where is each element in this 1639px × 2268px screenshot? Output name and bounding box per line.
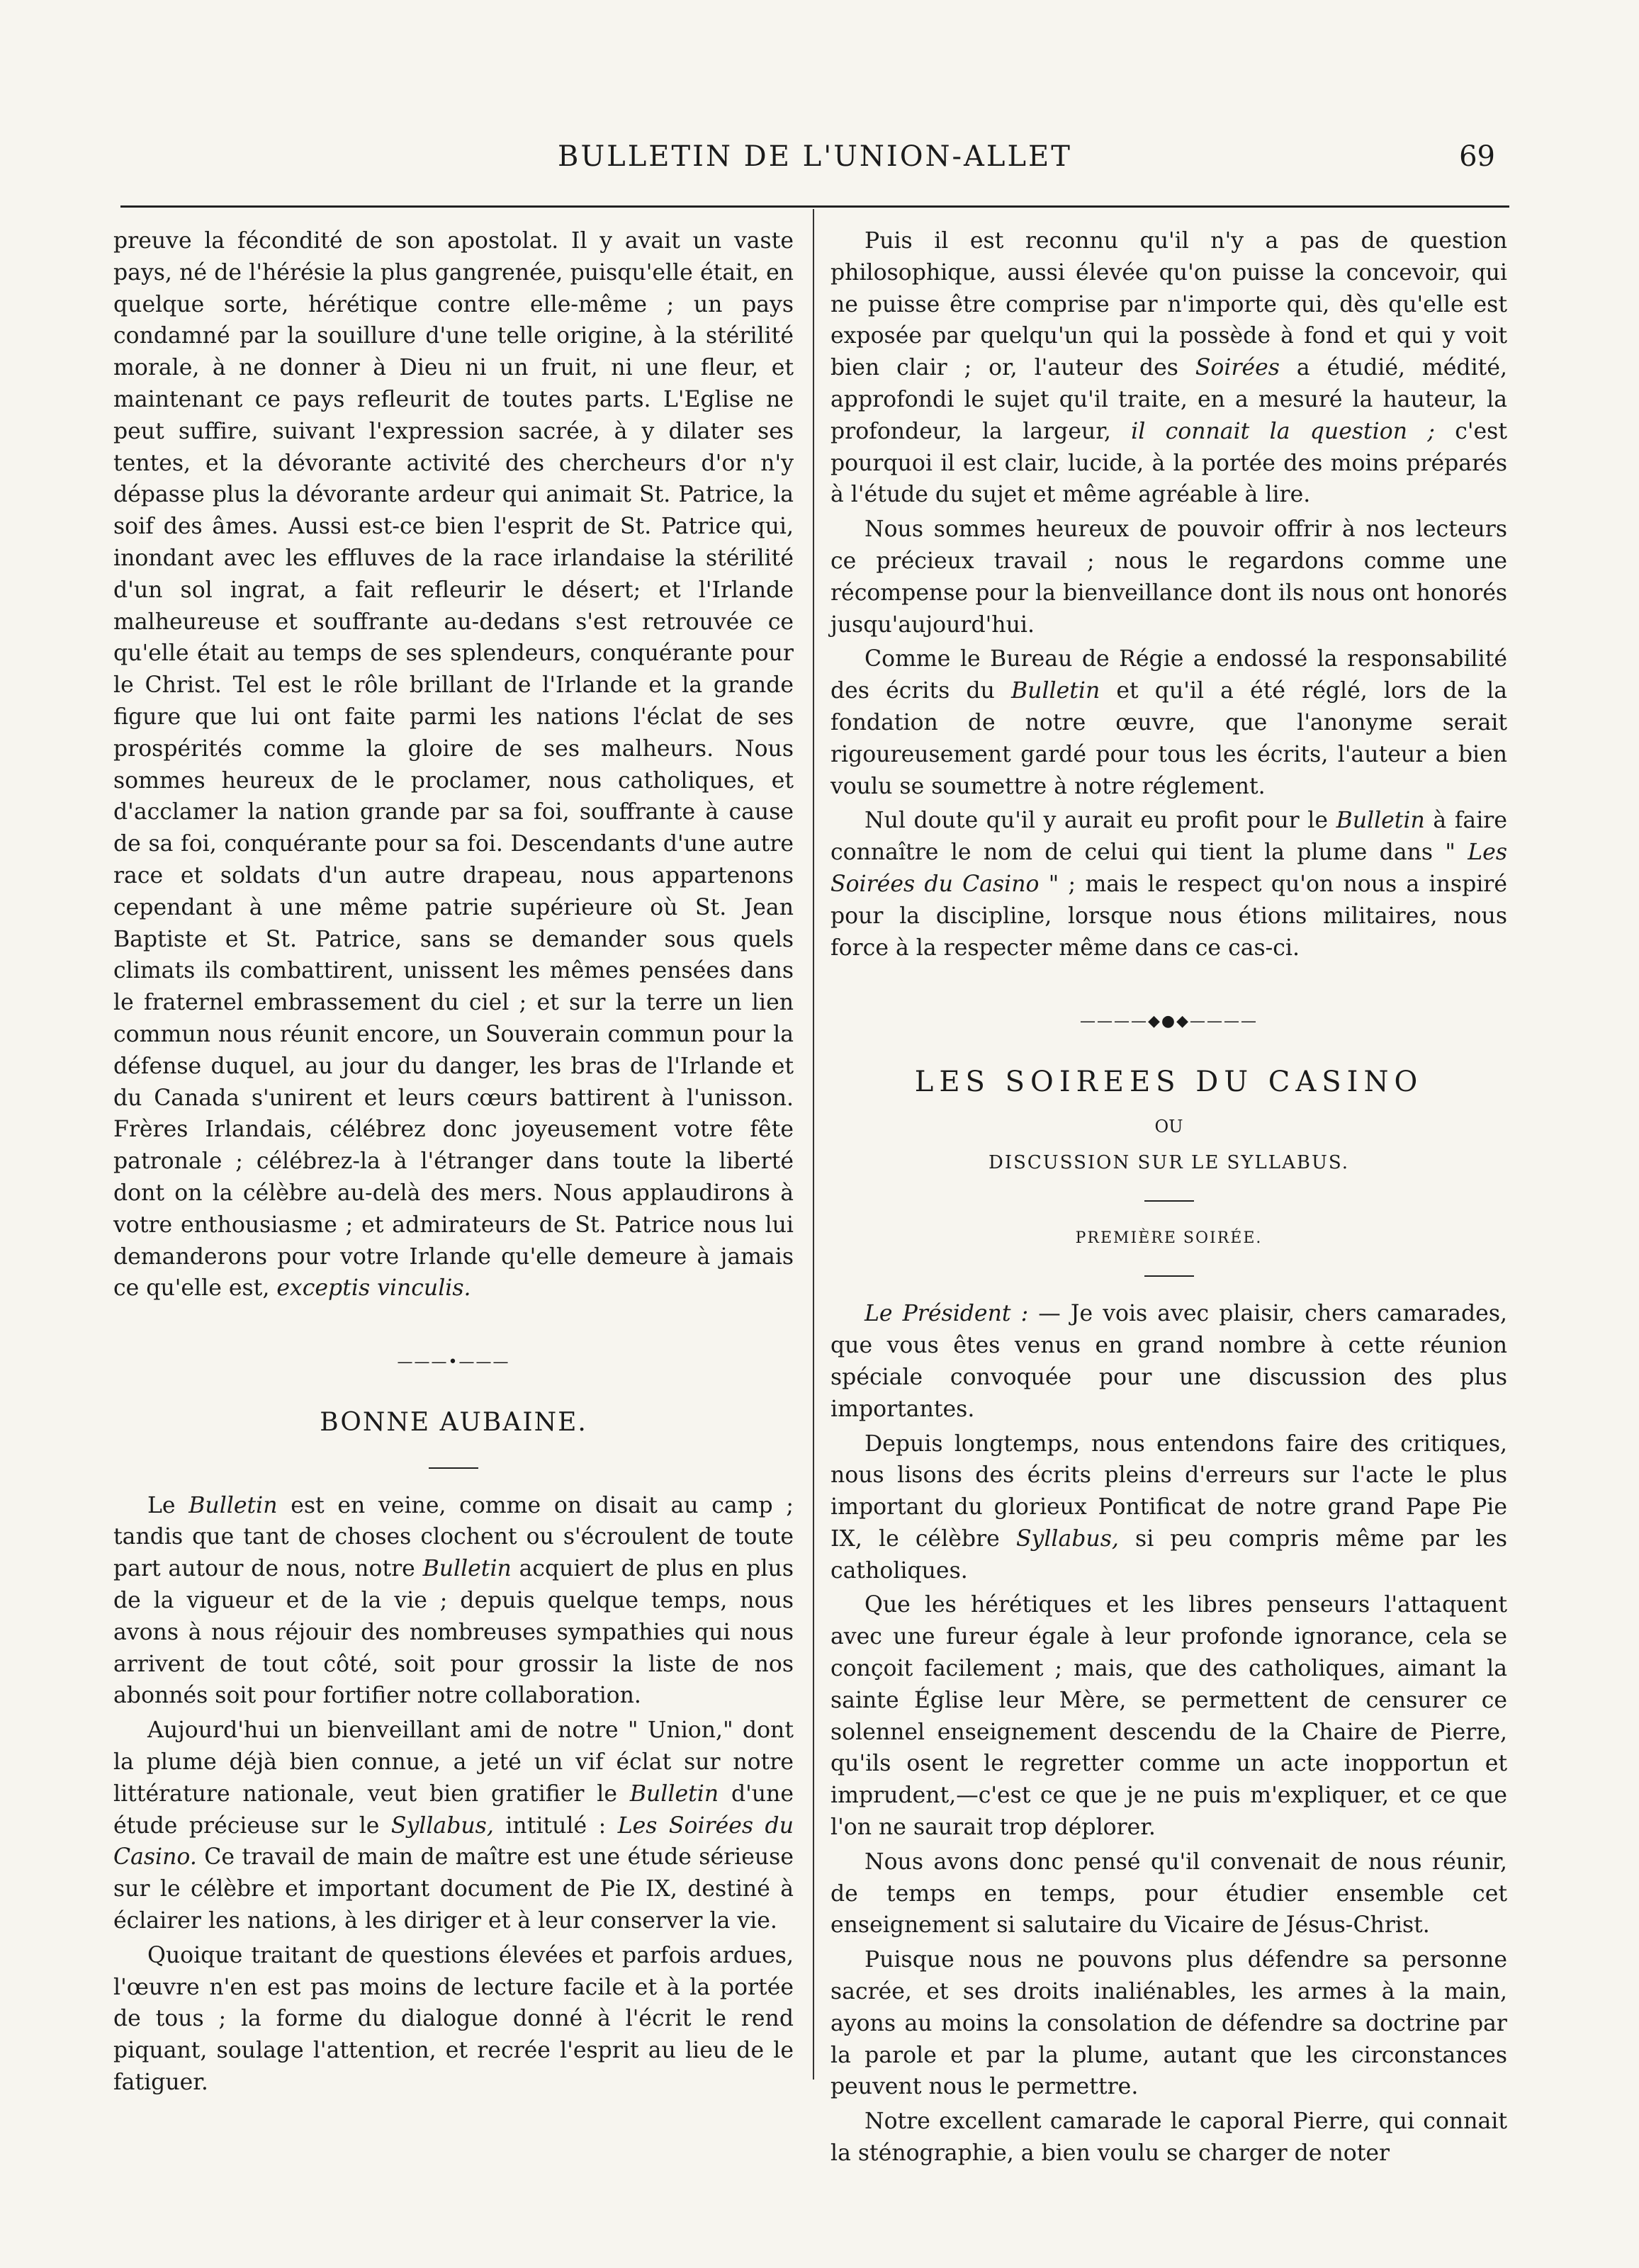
section-title-bonne-aubaine: BONNE AUBAINE. — [320, 1407, 587, 1437]
chapter-heading: PREMIÈRE SOIRÉE. — [1075, 1229, 1263, 1247]
paragraph: Puisque nous ne pouvons plus défendre sa personne sacrée, et ses droits inaliénables, les armes à la main, ayons au moins la consolation de défendre sa doctrine par la parole et par la plume, autant que les circonstances peuvent nous le permettre. — [830, 1947, 1507, 2100]
left-column — [113, 225, 794, 2099]
paragraph: Notre excellent camarade le caporal Pierre, qui connait la sténographie, a bien voulu se charger de noter — [830, 2109, 1507, 2167]
section-title-soirees-du-casino: LES SOIREES DU CASINO — [914, 1066, 1424, 1099]
paragraph: Le Bulletin est en veine, comme on disait au camp ; tandis que tant de choses clochent ou s'écroulent de toute part autour de nous, notre Bulletin acquiert de plus en plus de la vigueur et de la vie ; depuis quelque temps, nous avons à nous réjouir des nombreuses sympathies qui nous arrivent de tout côté, soit pour grossir la liste de nos abonnés soit pour fortifier notre collaboration. — [113, 1492, 794, 1709]
page-header — [120, 135, 1509, 184]
section-ornament: ————◆●◆———— — [1079, 1012, 1258, 1031]
section-subtitle: DISCUSSION SUR LE SYLLABUS. — [988, 1151, 1350, 1173]
paragraph: Nul doute qu'il y aurait eu profit pour le Bulletin à faire connaître le nom de celui qui tient la plume dans " Les Soirées du Casino " ; mais le respect qu'on nous a inspiré pour la discipline, lorsque nous étions militaires, nous force à la respecter même dans ce cas-ci. — [830, 808, 1508, 961]
paragraph: Que les hérétiques et les libres penseurs l'attaquent avec une fureur égale à leur profonde ignorance, cela se conçoit facilement ; mais, que des catholiques, aimant la sainte Église leur Mère, se permettent de censurer ce solennel enseignement descendu de la Chaire de Pierre, qu'ils osent le regretter comme un acte inopportun et imprudent,—c'est ce que je ne puis m'expliquer, et ce que l'on ne saurait trop déplorer. — [830, 1592, 1507, 1841]
short-rule — [1144, 1275, 1194, 1277]
header-rule — [120, 205, 1509, 208]
section-ornament: ———•——— — [397, 1353, 510, 1372]
column-divider — [813, 209, 814, 2080]
paragraph: Quoique traitant de questions élevées et parfois ardues, l'œuvre n'en est pas moins de lecture facile et à la portée de tous ; la forme du dialogue donné à l'écrit le rend piquant, soulage l'attention, et recrée l'esprit au lieu de le fatiguer. — [113, 1942, 794, 2096]
paragraph: Comme le Bureau de Régie a endossé la responsabilité des écrits du Bulletin et qu'il a été réglé, lors de la fondation de notre œuvre, que l'anonyme serait rigoureusement gardé pour tous les écrits, l'auteur a bien voulu se soumettre à notre réglement. — [830, 646, 1507, 799]
right-column — [830, 225, 1507, 2170]
paragraph: Nous avons donc pensé qu'il convenait de nous réunir, de temps en temps, pour étudier ensemble cet enseignement si salutaire du Vicaire de Jésus-Christ. — [830, 1849, 1507, 1939]
running-title: BULLETIN DE L'UNION-ALLET — [558, 140, 1072, 173]
paragraph: Nous sommes heureux de pouvoir offrir à nos lecteurs ce précieux travail ; nous le regardons comme une récompense pour la bienveillance dont ils nous ont honorés jusqu'aujourd'hui. — [830, 517, 1507, 638]
paragraph: Le Président : — Je vois avec plaisir, chers camarades, que vous êtes venus en grand nombre à cette réunion spéciale convoquée pour une discussion des plus importantes. — [830, 1301, 1507, 1422]
short-rule — [1144, 1200, 1194, 1202]
paragraph: preuve la fécondité de son apostolat. Il y avait un vaste pays, né de l'hérésie la plus gangrenée, puisqu'elle était, en quelque sorte, hérétique contre elle-même ; un pays condamné par la souillure d'une telle origine, à la stérilité morale, à ne donner à Dieu ni un fruit, ni une fleur, et maintenant ce pays refleurit de toutes parts. L'Eglise ne peut suffire, suivant l'expression sacrée, à y dilater ses tentes, et la dévorante activité des chercheurs d'or n'y dépasse plus la dévorante ardeur qui animait St. Patrice, la soif des âmes. Aussi est-ce bien l'esprit de St. Patrice qui, inondant avec les effluves de la race irlandaise la stérilité d'un sol ingrat, a fait refleurir le désert; et l'Irlande malheureuse et souffrante au-dedans s'est retrouvée ce qu'elle était au temps de ses splendeurs, conquérante pour le Christ. Tel est le rôle brillant de l'Irlande et la grande figure que lui ont faite parmi les nations l'éclat de ses prospérités comme la gloire de ses malheurs. Nous sommes heureux de le proclamer, nous catholiques, et d'acclamer la nation grande par sa foi, souffrante à cause de sa foi, conquérante pour sa foi. Descendants d'une autre race et soldats d'un autre drapeau, nous appartenons cependant à une même patrie supérieure où St. Jean Baptiste et St. Patrice, sans se demander sous quels climats ils combattirent, unissent les mêmes pensées dans le fraternel embrassement du ciel ; et sur la terre un lien commun nous réunit encore, un Souverain commun pour la défense duquel, au jour du danger, les bras de l'Irlande et du Canada s'unirent et leurs cœurs battirent à l'unisson. Frères Irlandais, célébrez donc joyeusement votre fête patronale ; célébrez-la à l'étranger dans toute la liberté dont on la célèbre au-delà des mers. Nous applaudirons à votre enthousiasme ; et admirateurs de St. Patrice nous lui demanderons pour votre Irlande qu'elle demeure à jamais ce qu'elle est, exceptis vinculis. — [113, 228, 794, 1302]
short-rule — [429, 1467, 478, 1469]
paragraph: Depuis longtemps, nous entendons faire des critiques, nous lisons des écrits pleins d'erreurs sur l'acte le plus important du glorieux Pontificat de notre grand Pape Pie IX, le célèbre Syllabus, si peu compris même par les catholiques. — [830, 1431, 1507, 1584]
page-number: 69 — [1459, 140, 1495, 173]
paragraph: Aujourd'hui un bienveillant ami de notre " Union," dont la plume déjà bien connue, a jeté un vif éclat sur notre littérature nationale, veut bien gratifier le Bulletin d'une étude précieuse sur le Syllabus, intitulé : Les Soirées du Casino. Ce travail de main de maître est une étude sérieuse sur le célèbre et important document de Pie IX, destiné à éclairer les nations, à les diriger et à leur conserver la vie. — [113, 1717, 794, 1934]
subtitle-conjunction: OU — [1154, 1116, 1183, 1136]
paragraph: Puis il est reconnu qu'il n'y a pas de question philosophique, aussi élevée qu'on puisse la concevoir, qui ne puisse être comprise par n'importe qui, dès qu'elle est exposée par quelqu'un qui la possède à fond et qui y voit bien clair ; or, l'auteur des Soirées a étudié, médité, approfondi le sujet qu'il traite, en a mesuré la hauteur, la profondeur, la largeur, il connait la question ; c'est pourquoi il est clair, lucide, à la portée des moins préparés à l'étude du sujet et même agréable à lire. — [830, 228, 1508, 508]
